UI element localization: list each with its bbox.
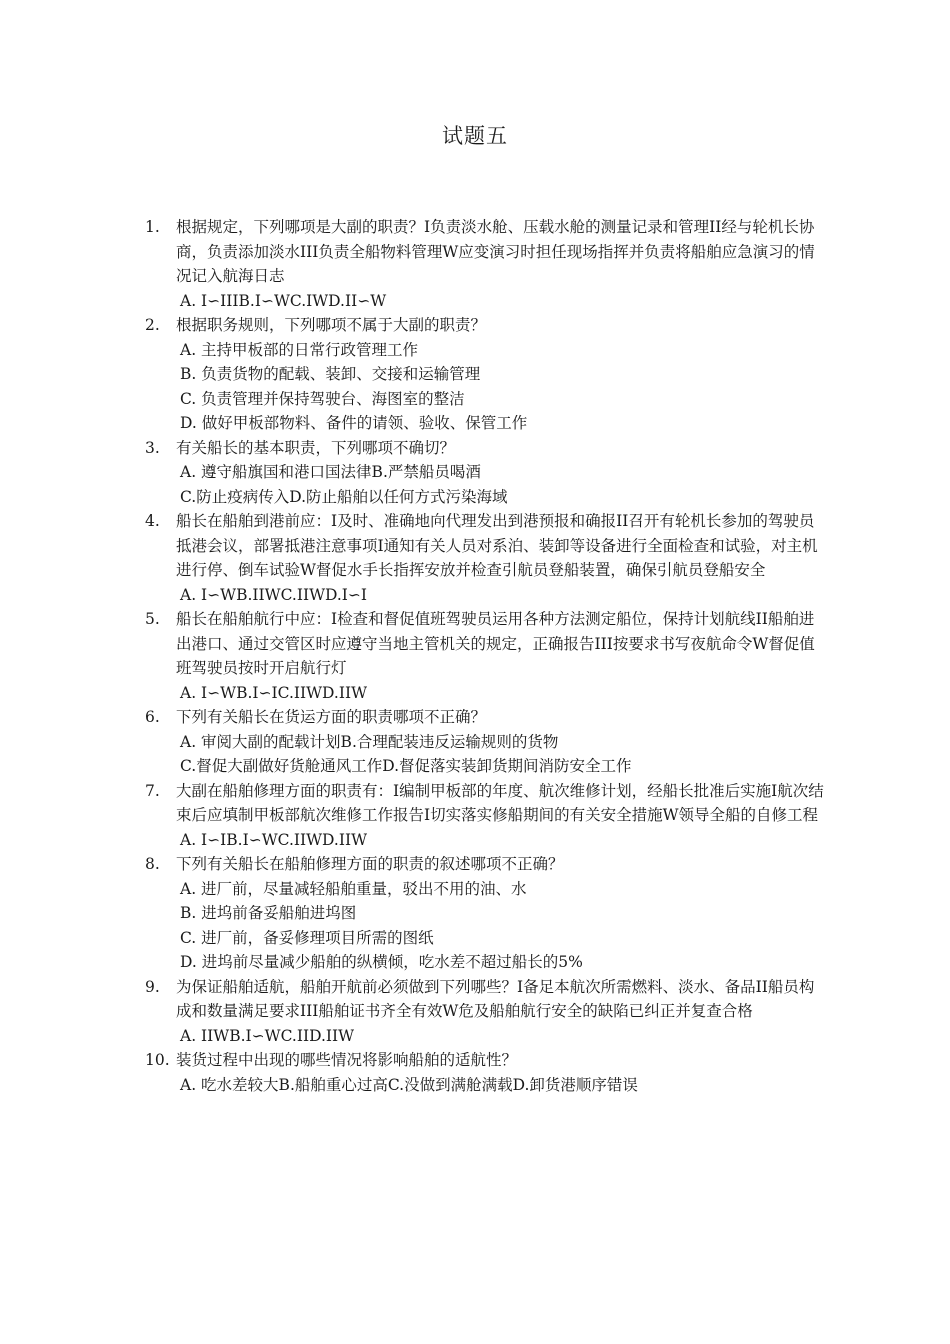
question-stem: 船长在船舶航行中应：I检查和督促值班驾驶员运用各种方法测定船位，保持计划航线II船舶进出港口、通过交管区时应遵守当地主管机关的规定，正确报告III按要求书写夜航命令W督促值班驾驶员按时开启航行灯: [176, 610, 815, 677]
question-number: 4.: [145, 512, 160, 530]
answer-option: D. 进坞前尽量减少船舶的纵横倾，吃水差不超过船长的5%: [180, 953, 583, 971]
question-number: 5.: [145, 610, 160, 628]
question-item: [145, 509, 825, 607]
question-list: [145, 215, 825, 1097]
question-number: 2.: [145, 316, 160, 334]
answer-option: A. I∽IIIB.I∽WC.IWD.II∽W: [180, 291, 387, 310]
answer-option: B. 进坞前备妥船舶进坞图: [180, 904, 357, 922]
question-number: 9.: [145, 977, 160, 996]
question-stem: 装货过程中出现的哪些情况将影响船舶的适航性？: [176, 1051, 518, 1069]
question-item: [145, 779, 825, 853]
answer-option: A. 吃水差较大B.船舶重心过高C.没做到满舱满载D.卸货港顺序错误: [180, 1075, 638, 1094]
question-number: 3.: [145, 438, 160, 457]
question-stem: 根据规定，下列哪项是大副的职责？I负责淡水舱、压载水舱的测量记录和管理II经与轮机长协商，负责添加淡水III负责全船物料管理W应变演习时担任现场指挥并负责将船舶应急演习的情况记入航海日志: [176, 218, 815, 285]
question-number: 6.: [145, 708, 160, 726]
question-item: [145, 215, 825, 313]
question-stem: 下列有关船长在船舶修理方面的职责的叙述哪项不正确？: [176, 855, 564, 873]
question-stem: 为保证船舶适航，船舶开航前必须做到下列哪些？I备足本航次所需燃料、淡水、备品II船员构成和数量满足要求III船舶证书齐全有效W危及船舶航行安全的缺陷已纠正并复查合格: [176, 977, 815, 1020]
question-stem: 下列有关船长在货运方面的职责哪项不正确？: [176, 708, 487, 726]
answer-option: A. 审阅大副的配载计划B.合理配装违反运输规则的货物: [180, 732, 559, 751]
answer-option: A. I∽IB.I∽WC.IIWD.IIW: [180, 830, 368, 849]
question-number: 8.: [145, 855, 160, 873]
page-title: 试题五: [442, 124, 508, 148]
question-item: [145, 1048, 825, 1097]
answer-option: A. IIWB.I∽WC.IID.IIW: [180, 1026, 355, 1045]
question-item: [145, 436, 825, 510]
answer-option: C.督促大副做好货舱通风工作D.督促落实装卸货期间消防安全工作: [180, 757, 632, 775]
question-number: 1.: [145, 218, 160, 236]
question-item: [145, 607, 825, 705]
answer-option: C. 进厂前，备妥修理项目所需的图纸: [180, 928, 434, 947]
answer-option: C. 负责管理并保持驾驶台、海图室的整洁: [180, 389, 465, 408]
question-number: 10.: [145, 1051, 170, 1069]
answer-option: A. 主持甲板部的日常行政管理工作: [180, 340, 419, 359]
answer-option: D. 做好甲板部物料、备件的请领、验收、保管工作: [180, 414, 528, 432]
answer-option: C.防止疫病传入D.防止船舶以任何方式污染海域: [180, 487, 508, 506]
question-stem: 大副在船舶修理方面的职责有：I编制甲板部的年度、航次维修计划，经船长批准后实施I航次结束后应填制甲板部航次维修工作报告I切实落实修船期间的有关安全措施W领导全船的自修工程: [176, 781, 824, 824]
question-item: [145, 313, 825, 436]
question-item: [145, 975, 825, 1049]
question-stem: 船长在船舶到港前应：I及时、准确地向代理发出到港预报和确报II召开有轮机长参加的驾驶员抵港会议，部署抵港注意事项I通知有关人员对系泊、装卸等设备进行全面检查和试验，对主机进行停、倒车试验W督促水手长指挥安放并检查引航员登船装置，确保引航员登船安全: [176, 512, 818, 579]
question-stem: 有关船长的基本职责，下列哪项不确切？: [176, 438, 456, 457]
question-number: 7.: [145, 781, 160, 800]
answer-option: B. 负责货物的配载、装卸、交接和运输管理: [180, 365, 481, 383]
answer-option: A. I∽WB.IIWC.IIWD.I∽I: [180, 585, 368, 604]
question-stem: 根据职务规则，下列哪项不属于大副的职责？: [176, 316, 487, 334]
answer-option: A. I∽WB.I∽IC.IIWD.IIW: [180, 683, 368, 702]
question-item: [145, 852, 825, 975]
question-item: [145, 705, 825, 779]
answer-option: A. 进厂前，尽量减轻船舶重量，驳出不用的油、水: [180, 879, 527, 898]
answer-option: A. 遵守船旗国和港口国法律B.严禁船员喝酒: [180, 463, 481, 481]
